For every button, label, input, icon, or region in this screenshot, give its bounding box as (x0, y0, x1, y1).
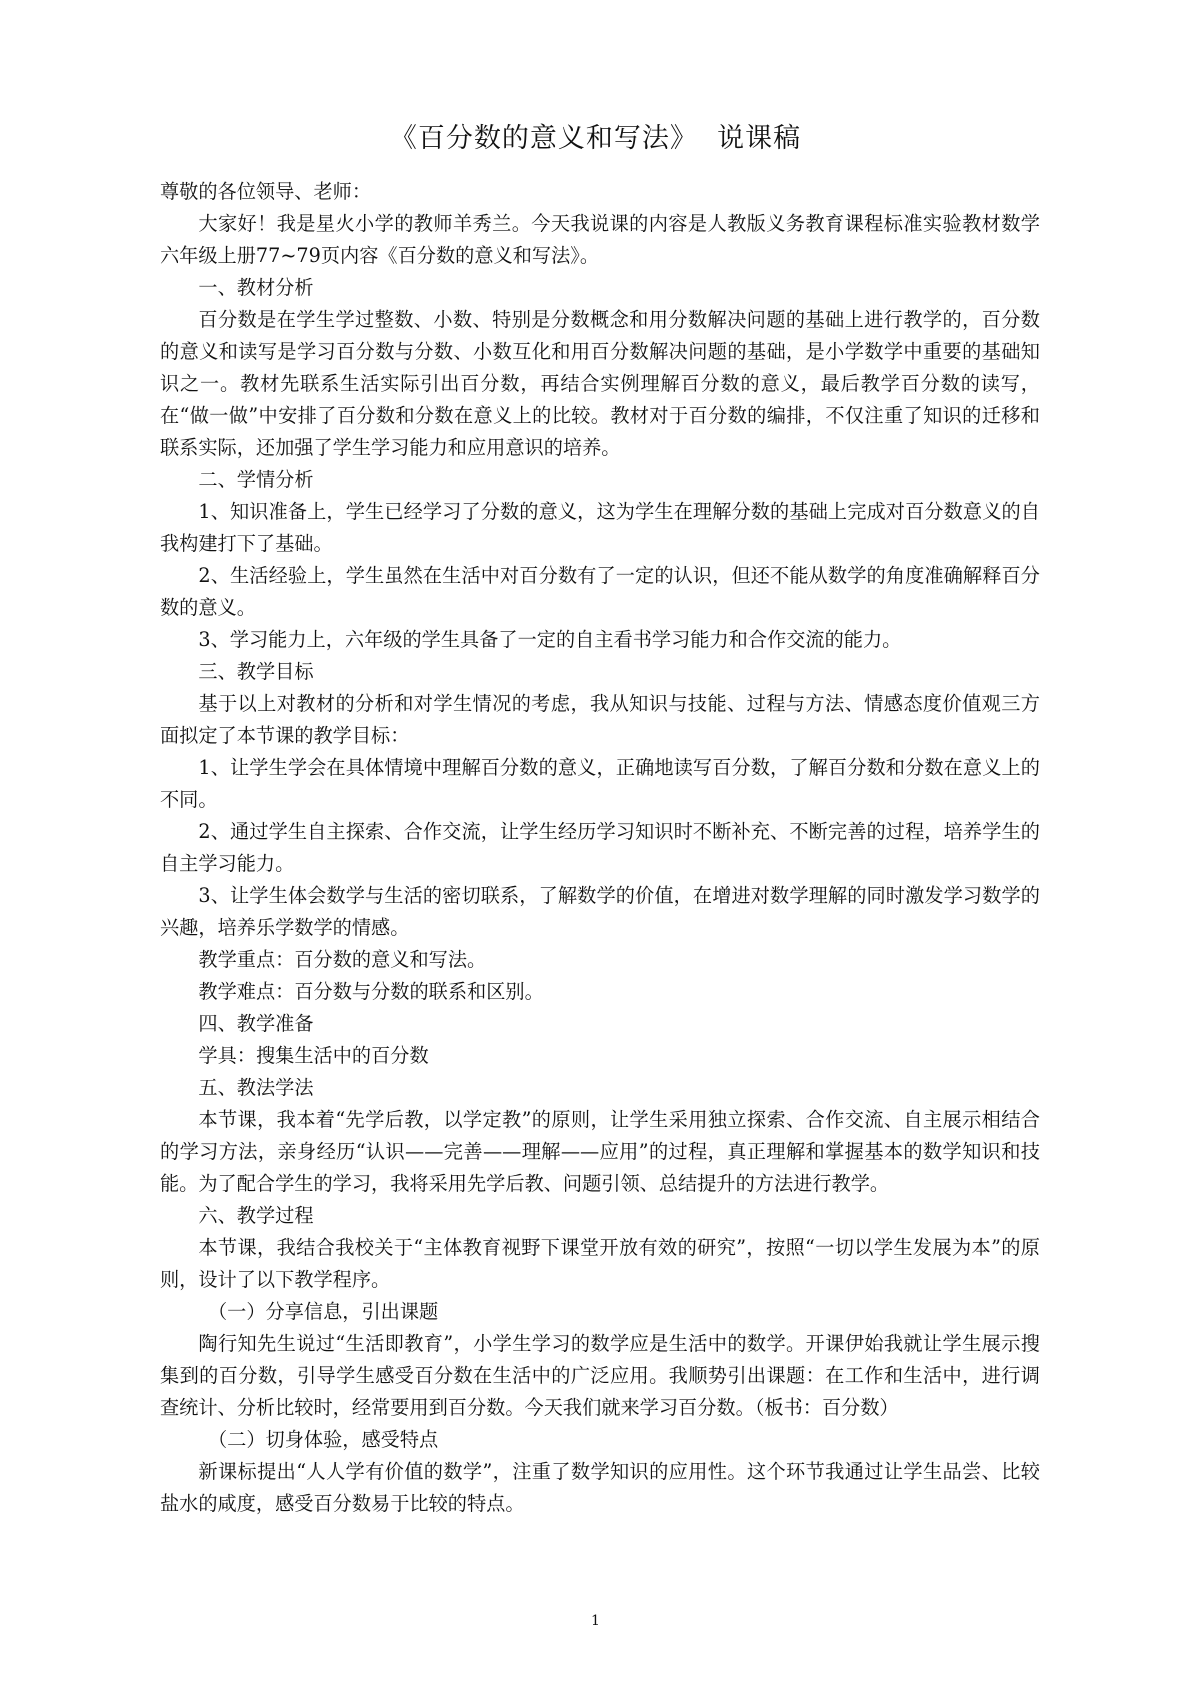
section-heading-preparation: 四、教学准备 (198, 1012, 314, 1035)
paragraph-teaching-goal-3: 3、让学生体会数学与生活的密切联系，了解数学的价值，在增进对数学理解的同时激发学习数学的兴趣，培养乐学数学的情感。 (160, 884, 1040, 939)
section-heading-methods: 五、教法学法 (198, 1076, 314, 1099)
section-heading-process: 六、教学过程 (198, 1204, 314, 1227)
paragraph-experience: 新课标提出“人人学有价值的数学”，注重了数学知识的应用性。这个环节我通过让学生品尝、比较盐水的咸度，感受百分数易于比较的特点。 (160, 1460, 1040, 1515)
subsection-heading-experience: （二）切身体验，感受特点 (208, 1428, 439, 1451)
section-heading-teaching-goals: 三、教学目标 (198, 660, 314, 683)
paragraph-teaching-goal-1: 1、让学生学会在具体情境中理解百分数的意义，正确地读写百分数，了解百分数和分数在意义上的不同。 (160, 756, 1040, 811)
paragraph-preparation: 学具：搜集生活中的百分数 (198, 1044, 429, 1067)
paragraph-share-info: 陶行知先生说过“生活即教育”，小学生学习的数学应是生活中的数学。开课伊始我就让学生展示搜集到的百分数，引导学生感受百分数在生活中的广泛应用。我顺势引出课题：在工作和生活中，进行调查统计、分析比较时，经常要用到百分数。今天我们就来学习百分数。（板书：百分数） (160, 1332, 1040, 1419)
paragraph-student-analysis-3: 3、学习能力上，六年级的学生具备了一定的自主看书学习能力和合作交流的能力。 (198, 628, 902, 651)
section-heading-textbook-analysis: 一、教材分析 (198, 276, 314, 299)
document-body (160, 176, 1040, 1520)
paragraph-textbook-analysis: 百分数是在学生学过整数、小数、特别是分数概念和用分数解决问题的基础上进行教学的，百分数的意义和读写是学习百分数与分数、小数互化和用百分数解决问题的基础，是小学数学中重要的基础知识之一。教材先联系生活实际引出百分数，再结合实例理解百分数的意义，最后教学百分数的读写，在“做一做”中安排了百分数和分数在意义上的比较。教材对于百分数的编排，不仅注重了知识的迁移和联系实际，还加强了学生学习能力和应用意识的培养。 (160, 308, 1040, 459)
greeting: 尊敬的各位领导、老师： (160, 180, 372, 203)
paragraph-student-analysis-2: 2、生活经验上，学生虽然在生活中对百分数有了一定的认识，但还不能从数学的角度准确解释百分数的意义。 (160, 564, 1040, 619)
paragraph-teaching-goal-2: 2、通过学生自主探索、合作交流，让学生经历学习知识时不断补充、不断完善的过程，培养学生的自主学习能力。 (160, 820, 1040, 875)
page-number: 1 (591, 1613, 600, 1629)
subsection-heading-share-info: （一）分享信息，引出课题 (208, 1300, 439, 1323)
paragraph-methods: 本节课，我本着“先学后教，以学定教”的原则，让学生采用独立探索、合作交流、自主展示相结合的学习方法，亲身经历“认识——完善——理解——应用”的过程，真正理解和掌握基本的数学知识和技能。为了配合学生的学习，我将采用先学后教、问题引领、总结提升的方法进行教学。 (160, 1108, 1040, 1195)
paragraph-student-analysis-1: 1、知识准备上，学生已经学习了分数的意义，这为学生在理解分数的基础上完成对百分数意义的自我构建打下了基础。 (160, 500, 1040, 555)
document-title: 《百分数的意义和写法》 说课稿 (389, 123, 802, 154)
paragraph-teaching-goals-intro: 基于以上对教材的分析和对学生情况的考虑，我从知识与技能、过程与方法、情感态度价值观三方面拟定了本节课的教学目标： (160, 692, 1040, 747)
paragraph-intro: 大家好！我是星火小学的教师羊秀兰。今天我说课的内容是人教版义务教育课程标准实验教材数学六年级上册77~79页内容《百分数的意义和写法》。 (160, 212, 1040, 267)
paragraph-difficult-point: 教学难点：百分数与分数的联系和区别。 (198, 980, 544, 1003)
paragraph-key-point: 教学重点：百分数的意义和写法。 (198, 948, 487, 971)
paragraph-process-intro: 本节课，我结合我校关于“主体教育视野下课堂开放有效的研究”，按照“一切以学生发展为本”的原则，设计了以下教学程序。 (160, 1236, 1040, 1291)
section-heading-student-analysis: 二、学情分析 (198, 468, 314, 491)
